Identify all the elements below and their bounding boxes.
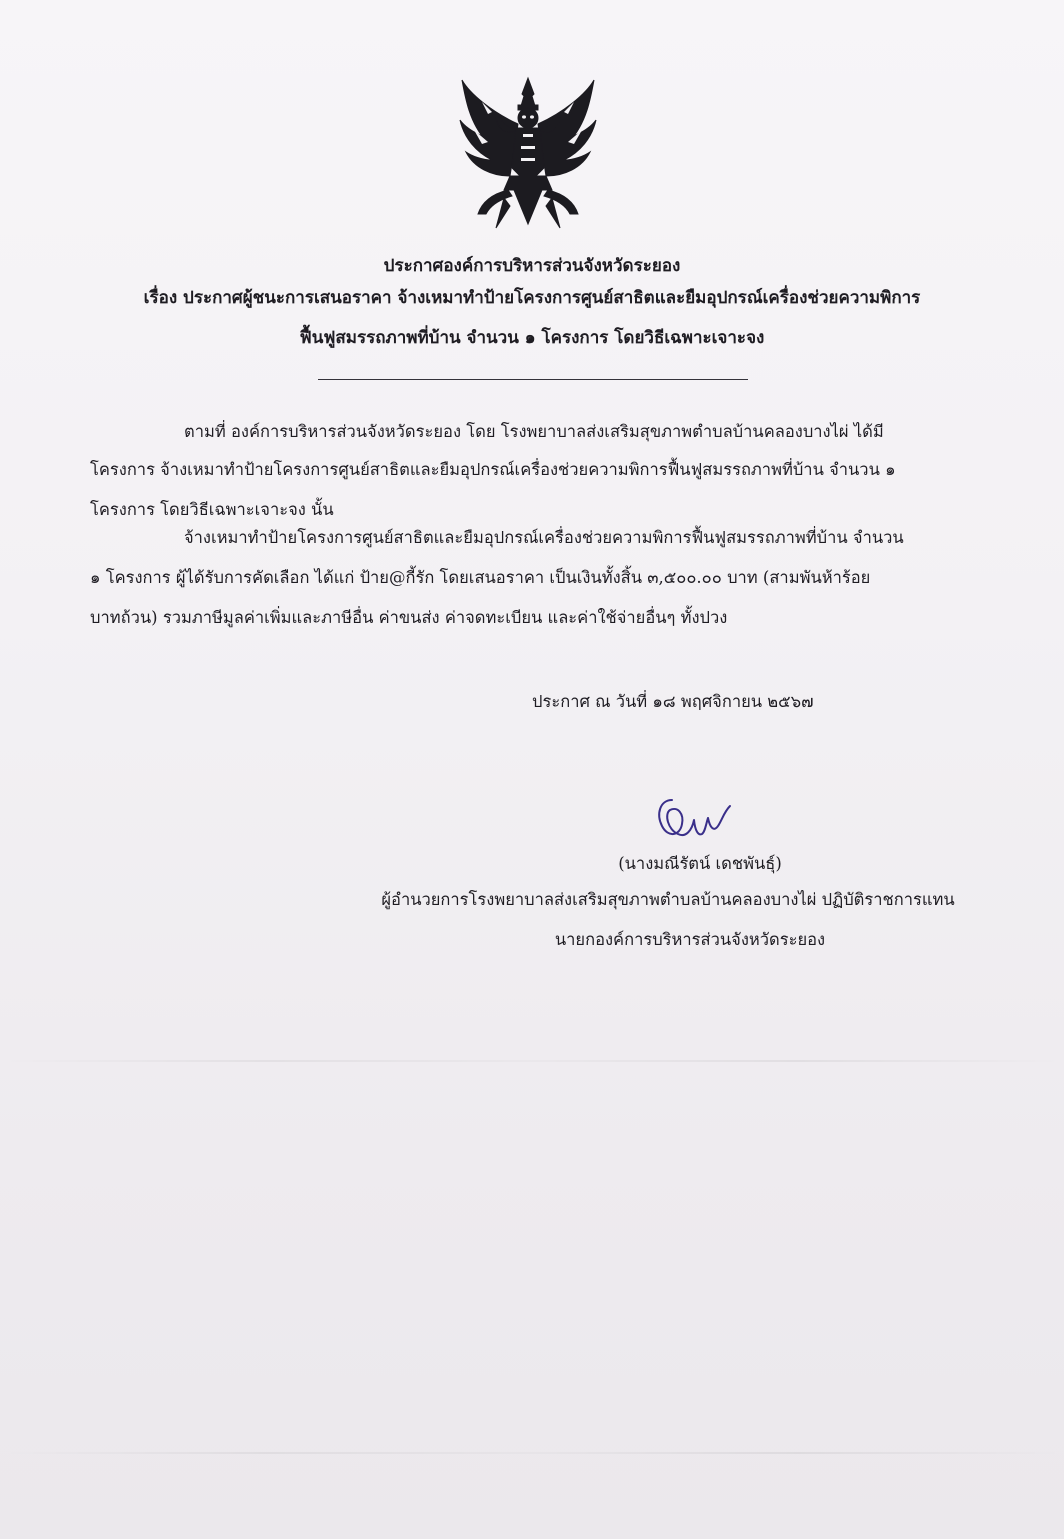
signatory-name: (นางมณีรัตน์ เดชพันธุ์) xyxy=(618,854,782,873)
handwritten-signature xyxy=(650,790,740,848)
subject-line-1: เรื่อง ประกาศผู้ชนะการเสนอราคา จ้างเหมาทำป้ายโครงการศูนย์สาธิตและยืมอุปกรณ์เครื่องช่วยความพิการ xyxy=(143,288,921,308)
signatory-position-line-1: ผู้อำนวยการโรงพยาบาลส่งเสริมสุขภาพตำบลบ้านคลองบางไผ่ ปฏิบัติราชการแทน xyxy=(381,890,955,909)
announcement-title: ประกาศองค์การบริหารส่วนจังหวัดระยอง xyxy=(383,256,681,276)
paragraph-2-line-2: ๑ โครงการ ผู้ได้รับการคัดเลือก ได้แก่ ป้าย@กี้รัก โดยเสนอราคา เป็นเงินทั้งสิ้น ๓,๕๐๐.๐๐ บาท (สามพันห้าร้อย xyxy=(90,568,871,587)
paragraph-1-line-2: โครงการ จ้างเหมาทำป้ายโครงการศูนย์สาธิตและยืมอุปกรณ์เครื่องช่วยความพิการฟื้นฟูสมรรถภาพที่บ้าน จำนวน ๑ xyxy=(90,460,896,479)
paper-fold-crease xyxy=(0,1452,1064,1454)
title-divider xyxy=(318,379,748,380)
announcement-date: ประกาศ ณ วันที่ ๑๘ พฤศจิกายน ๒๕๖๗ xyxy=(532,692,814,711)
paragraph-1-line-3: โครงการ โดยวิธีเฉพาะเจาะจง นั้น xyxy=(90,500,334,519)
subject-line-2: ฟื้นฟูสมรรถภาพที่บ้าน จำนวน ๑ โครงการ โดยวิธีเฉพาะเจาะจง xyxy=(299,328,765,348)
garuda-emblem-icon xyxy=(452,72,604,234)
paper-fold-crease xyxy=(0,1060,1064,1062)
signatory-position-line-2: นายกองค์การบริหารส่วนจังหวัดระยอง xyxy=(554,930,826,949)
paragraph-2-line-3: บาทถ้วน) รวมภาษีมูลค่าเพิ่มและภาษีอื่น ค่าขนส่ง ค่าจดทะเบียน และค่าใช้จ่ายอื่นๆ ทั้งปวง xyxy=(90,608,728,627)
paragraph-2-line-1: จ้างเหมาทำป้ายโครงการศูนย์สาธิตและยืมอุปกรณ์เครื่องช่วยความพิการฟื้นฟูสมรรถภาพที่บ้าน จำนวน xyxy=(184,528,904,547)
paragraph-1-line-1: ตามที่ องค์การบริหารส่วนจังหวัดระยอง โดย โรงพยาบาลส่งเสริมสุขภาพตำบลบ้านคลองบางไผ่ ได้มี xyxy=(184,422,884,441)
